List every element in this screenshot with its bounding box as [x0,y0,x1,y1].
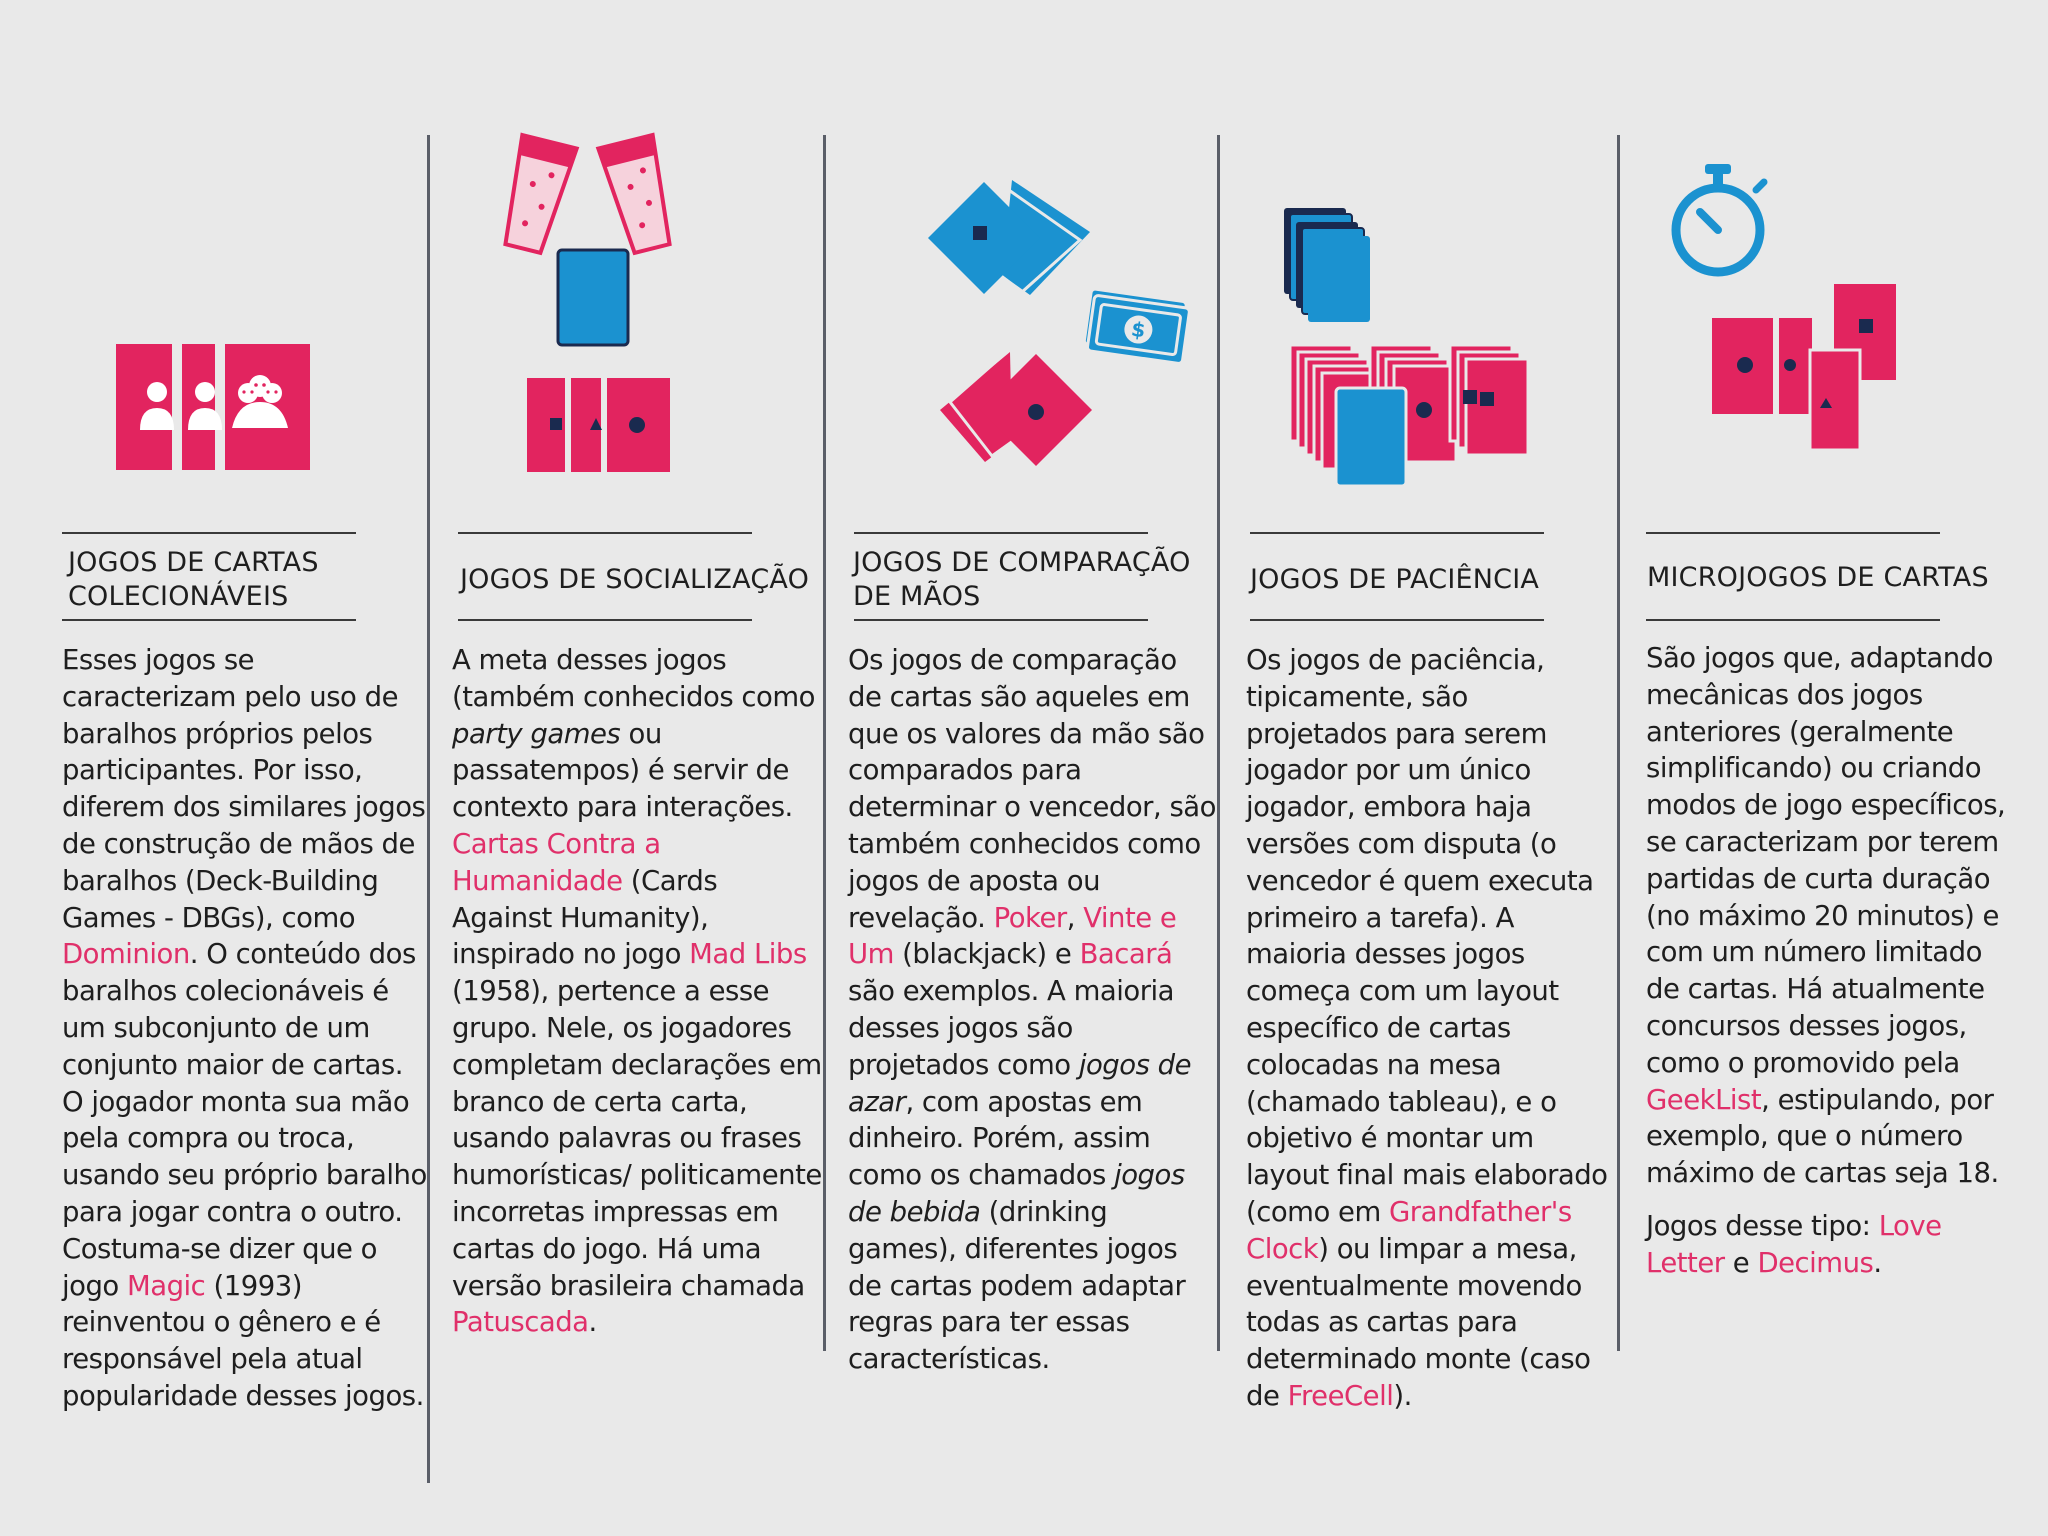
body-text: . [588,1306,597,1339]
title-rule-top [854,532,1148,534]
inline-link[interactable]: FreeCell [1287,1379,1394,1412]
inline-link[interactable]: GeekList [1646,1083,1762,1116]
body-text: Os jogos de comparação de cartas são aqueles em que os valores da mão são comparados para determinar o vencedor, são também conhecidos como jogos de aposta ou revelação. [848,644,1216,934]
inline-link[interactable]: Dominion [62,938,190,971]
inline-link[interactable]: Patuscada [452,1306,589,1339]
body-text: Esses jogos se caracterizam pelo uso de baralhos próprios pelos participantes. Por isso, diferem dos similares jogos de construção de mãos de baralhos (Deck-Building Games - DBGs), como [62,644,426,934]
column-social [430,0,823,1536]
column-title: JOGOS DE CARTAS COLECIONÁVEIS [68,547,319,612]
body-paragraph [62,642,432,1415]
solitaire-tableau-icon [1220,0,1617,520]
inline-link[interactable]: Mad Libs [689,938,807,971]
column-collectible [0,0,427,1536]
body-text: ) ou limpar a mesa, eventualmente movendo todas as cartas para determinado monte (caso de [1246,1232,1591,1412]
inline-link[interactable]: Cartas Contra a Humanidade [452,827,661,897]
column-body [1246,642,1616,1431]
body-text: . O conteúdo dos baralhos colecionáveis é um subconjunto de um conjunto maior de cartas. O jogador monta sua mão pela compra ou troca, usando seu próprio baralho para jogar contra o outro. Costuma-se dizer que o jogo [62,938,427,1302]
body-text: ou passatempos) é servir de contexto para interações. [452,717,793,824]
inline-link[interactable]: Vinte e Um [848,901,1177,971]
inline-link[interactable]: Poker [993,901,1067,934]
body-text: , estipulando, por exemplo, que o número máximo de cartas seja 18. [1646,1083,1999,1190]
body-text: , com apostas em dinheiro. Porém, assim como os chamados [848,1085,1151,1192]
stopwatch-cards-icon [1620,0,2048,520]
title-rule-bottom [854,619,1148,621]
collectible-cards-people-icon [0,0,427,520]
column-title: JOGOS DE PACIÊNCIA [1250,564,1540,595]
body-paragraph [1246,642,1616,1415]
body-text: e [1724,1246,1758,1279]
body-text: , [1066,901,1084,934]
italic-text: jogos de bebida [848,1159,1185,1228]
column-body [452,642,822,1357]
body-text: Os jogos de paciência, tipicamente, são projetados para serem jogador por um único jogador, embora haja versões com disputa (o vencedor é quem executa primeiro a tarefa). A maioria desses jogos começa com um layout específico de cartas colocadas na mesa (chamado tableau), e o objetivo é montar um layout final mais elaborado (como em [1246,644,1608,1228]
body-text: . [1873,1246,1882,1279]
body-paragraph [452,642,822,1341]
body-text: São jogos que, adaptando mecânicas dos jogos anteriores (geralmente simplificando) ou criando modos de jogo específicos, se caracterizam por terem partidas de curta duração (no máximo 20 minutos) e com um número limitado de cartas. Há atualmente concursos desses jogos, como o promovido pela [1646,642,2006,1079]
inline-link[interactable]: Love Letter [1646,1209,1942,1279]
title-rule-bottom [62,619,356,621]
italic-text: jogos de azar [848,1048,1192,1118]
body-text: (1958), pertence a esse grupo. Nele, os jogadores completam declarações em branco de certa carta, usando palavras ou frases humorísticas/ politicamente incorretas impressas em cartas do jogo. Há uma versão brasileira chamada [452,975,822,1302]
body-text: ). [1393,1379,1412,1412]
column-title: MICROJOGOS DE CARTAS [1647,562,1989,593]
inline-link[interactable]: Grandfather's Clock [1246,1195,1572,1265]
body-text: A meta desses jogos (também conhecidos como [452,644,815,713]
body-text: (Cards Against Humanity), inspirado no jogo [452,864,718,971]
body-text: (blackjack) e [893,938,1080,971]
party-drinks-cards-icon [430,0,823,520]
body-text: Jogos desse tipo: [1646,1209,1879,1242]
svg-text:$: $ [1129,316,1147,343]
title-rule-top [1250,532,1544,534]
title-rule-bottom [1646,619,1940,621]
body-paragraph [1646,640,2016,1192]
column-title: JOGOS DE COMPARAÇÃO DE MÃOS [853,547,1191,612]
column-body [848,642,1218,1394]
body-text: (1993) reinventou o gênero e é responsável pela atual popularidade desses jogos. [62,1269,424,1412]
body-paragraph [848,642,1218,1378]
title-rule-top [62,532,356,534]
inline-link[interactable]: Magic [127,1269,206,1302]
column-micro [1620,0,2048,1536]
title-rule-bottom [458,619,752,621]
title-rule-top [458,532,752,534]
body-paragraph [1646,1208,2016,1282]
body-text: (drinking games), diferentes jogos de cartas podem adaptar regras para ter essas características. [848,1195,1186,1376]
hand-comparison-money-icon [826,0,1217,520]
italic-text: party games [452,717,621,750]
inline-link[interactable]: Bacará [1079,938,1173,971]
inline-link[interactable]: Decimus [1757,1246,1874,1279]
column-body [62,642,432,1431]
column-hand-comparison [826,0,1217,1536]
column-solitaire [1220,0,1617,1536]
body-text: são exemplos. A maioria desses jogos são projetados como [848,975,1175,1081]
column-title: JOGOS DE SOCIALIZAÇÃO [460,564,810,595]
column-body [1646,640,2016,1298]
title-rule-top [1646,532,1940,534]
title-rule-bottom [1250,619,1544,621]
